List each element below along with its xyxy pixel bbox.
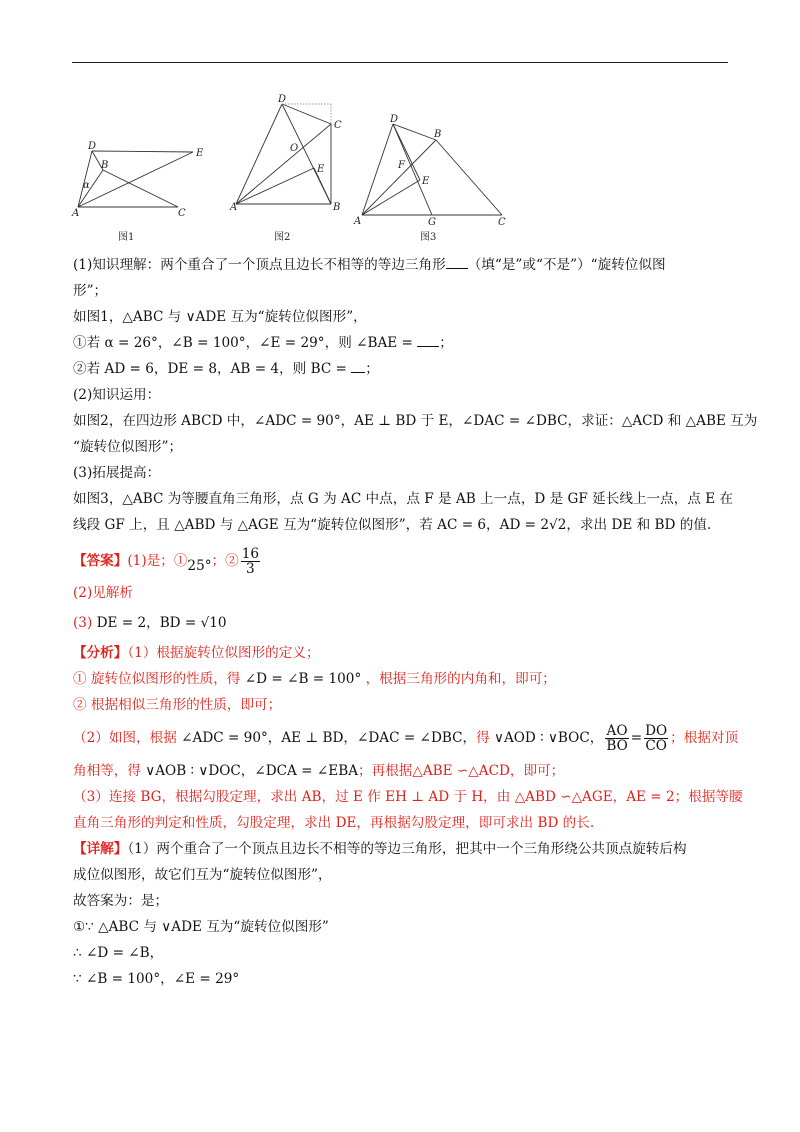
answer-blank [351, 358, 365, 373]
fig2-caption: 图2 [274, 232, 291, 243]
figure-1 [78, 151, 193, 207]
figure-3 [362, 124, 502, 215]
analysis-line-7: 直角三角形的判定和性质，勾股定理，求出 DE，再根据勾股定理，即可求出 BD 的长. [73, 815, 595, 831]
detail-line-2: 成位似图形，故它们互为“旋转位似图形”， [73, 867, 332, 883]
fig3-label-c: C [498, 217, 506, 228]
fig1-label-e: E [196, 148, 204, 159]
answer-line-3: (3) DE = 2，BD = √10 [73, 615, 227, 631]
document-body [73, 252, 758, 992]
fig2-label-b: B [333, 202, 341, 213]
problem-part3-text: 如图3，△ABC 为等腰直角三角形，点 G 为 AC 中点，点 F 是 AB 上一点，D 是 GF 延长线上一点，点 E 在 [73, 491, 734, 507]
fig1-label-c: C [178, 208, 186, 219]
problem-1-1: ①若 α = 26°，∠B = 100°，∠E = 29°，则 ∠BAE = ； [73, 330, 729, 356]
fig3-label-f: F [398, 160, 405, 171]
fig3-label-d: D [390, 114, 399, 125]
fraction-do-co: $\frac{DO}{CO}$ [645, 723, 668, 754]
answer-line-1: 【答案】(1)是；①25°；② $\frac{16}{3}$ [73, 546, 260, 577]
problem-part1-cont: 形”； [73, 283, 108, 299]
analysis-line-1: 【分析】（1）根据旋转位似图形的定义； [73, 645, 320, 661]
answer-blank [417, 332, 439, 347]
problem-part1: (1)知识理解：两个重合了一个顶点且边长不相等的等边三角形 （填“是”或“不是”）“旋转位似图 [73, 252, 729, 278]
detail-line-5: ∴ ∠D = ∠B， [73, 945, 164, 961]
fig2-label-a: A [230, 202, 238, 213]
answer-fraction: $\frac{16}{3}$ [241, 546, 260, 577]
problem-part2-heading: (2)知识运用： [73, 387, 161, 403]
problem-part3-heading: (3)拓展提高： [73, 465, 161, 481]
problem-part2-cont: “旋转位似图形”； [73, 439, 183, 455]
detail-line-3: 故答案为：是； [73, 893, 169, 909]
fraction-ao-bo: $\frac{AO}{BO}$ [606, 723, 628, 754]
fig1-caption: 图1 [118, 232, 135, 243]
fig1-label-alpha: α [83, 180, 90, 191]
fig3-label-b: B [434, 129, 442, 140]
answer-line-2: (2)见解析 [73, 585, 134, 601]
problem-fig1-intro: 如图1，△ABC 与 ∨ADE 互为“旋转位似图形”， [73, 309, 367, 325]
fig2-label-e: E [317, 164, 325, 175]
analysis-line-4: （2）如图，根据 ∠ADC = 90°，AE ⊥ BD，∠DAC = ∠DBC，得 ∨AOD ∶ ∨BOC， $\frac{AO}{BO}$ = $\frac{DO}{CO}$ ；根据对顶 [73, 723, 739, 754]
fig3-label-g: G [428, 217, 436, 228]
figures-row [70, 94, 530, 249]
analysis-line-5: 角相等，得 ∨AOB ∶ ∨DOC，∠DCA = ∠EBA；再根据△ABE ∽△ACD，即可； [73, 763, 565, 779]
fig3-caption: 图3 [420, 232, 437, 243]
figure-2 [236, 104, 331, 204]
header-rule [72, 62, 728, 63]
fig2-label-d: D [278, 94, 287, 105]
problem-part2-text: 如图2，在四边形 ABCD 中，∠ADC = 90°，AE ⊥ BD 于 E，∠DAC = ∠DBC，求证：△ACD 和 △ABE 互为 [73, 413, 758, 429]
fig2-label-c: C [334, 120, 342, 131]
analysis-line-3: ② 根据相似三角形的性质，即可； [73, 697, 282, 713]
answer-blank [446, 254, 468, 269]
fig3-label-a: A [354, 216, 362, 227]
fig1-label-a: A [72, 208, 80, 219]
fig1-label-b: B [101, 160, 109, 171]
analysis-line-2: ① 旋转位似图形的性质，得 ∠D = ∠B = 100° ，根据三角形的内角和，即可； [73, 671, 556, 687]
detail-line-1: 【详解】（1）两个重合了一个顶点且边长不相等的等边三角形，把其中一个三角形绕公共顶点旋转后构 [73, 841, 687, 857]
fig2-label-o: O [290, 143, 299, 154]
geometry-figures [70, 94, 530, 249]
detail-line-6: ∵ ∠B = 100°，∠E = 29° [73, 971, 240, 987]
analysis-line-6: （3）连接 BG，根据勾股定理，求出 AB，过 E 作 EH ⊥ AD 于 H，由 △ABD ∽△AGE，AE = 2；根据等腰 [73, 789, 743, 805]
detail-line-4: ①∵ △ABC 与 ∨ADE 互为“旋转位似图形” [73, 919, 329, 935]
fig3-label-e: E [422, 176, 430, 187]
fig1-label-d: D [88, 141, 97, 152]
problem-1-2: ②若 AD = 6，DE = 8，AB = 4，则 BC = ； [73, 356, 729, 382]
problem-part3-cont: 线段 GF 上，且 △ABD 与 △AGE 互为“旋转位似图形”，若 AC = 6，AD = 2√2，求出 DE 和 BD 的值. [73, 517, 712, 533]
